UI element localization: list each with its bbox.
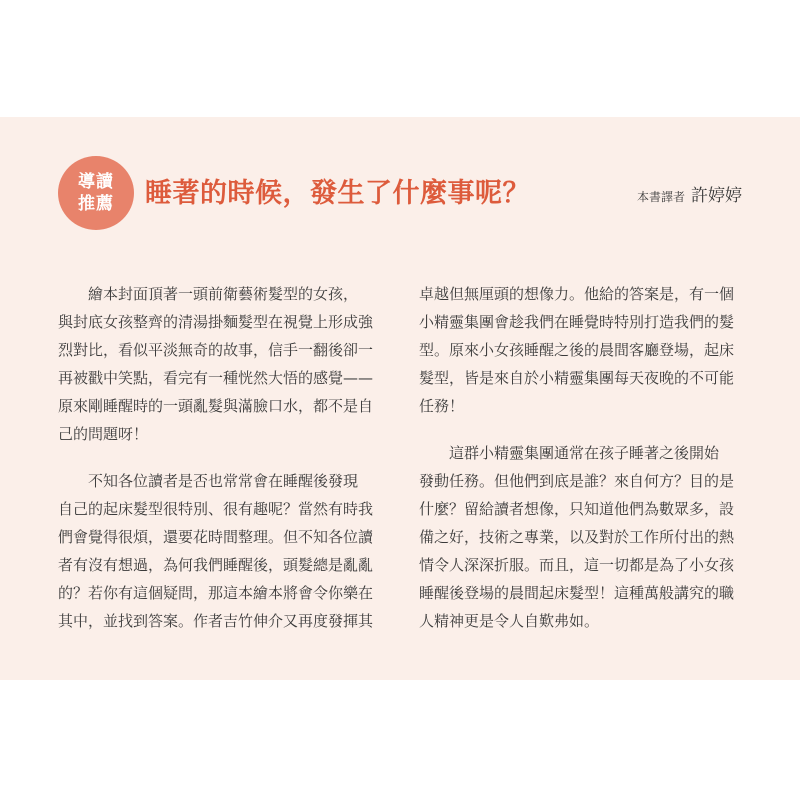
text-line: 小精靈集團會趁我們在睡覺時特別打造我們的髮 xyxy=(419,313,735,331)
paragraph-gap xyxy=(419,420,747,439)
right-paragraph-2 xyxy=(419,439,747,635)
text-line: 睡醒後登場的晨間起床髮型！這種萬般講究的職 xyxy=(419,584,735,602)
text-line: 與封底女孩整齊的清湯掛麵髮型在視覺上形成強 xyxy=(58,313,374,331)
article-title: 睡著的時候，發生了什麼事呢？ xyxy=(145,178,530,209)
text-line: 發動任務。但他們到底是誰？來自何方？目的是 xyxy=(419,472,735,490)
text-line: 自己的起床髮型很特別、很有趣呢？當然有時我 xyxy=(58,500,374,518)
intro-badge xyxy=(58,156,134,230)
badge-line-2: 推薦 xyxy=(78,194,114,214)
translator-credit xyxy=(637,181,742,206)
text-line: 什麼？留給讀者想像，只知道他們為數眾多，設 xyxy=(419,500,735,518)
text-line: 烈對比，看似平淡無奇的故事，信手一翻後卻一 xyxy=(58,341,374,359)
right-column xyxy=(419,280,747,635)
article-panel xyxy=(0,117,800,680)
text-line: 卓越但無厘頭的想像力。他給的答案是，有一個 xyxy=(419,285,735,303)
text-line: 任務！ xyxy=(419,397,465,415)
text-line: 們會覺得很煩，還要花時間整理。但不知各位讀 xyxy=(58,528,374,546)
left-column xyxy=(58,280,386,635)
text-line: 型。原來小女孩睡醒之後的晨間客廳登場，起床 xyxy=(419,341,735,359)
text-line: 的？若你有這個疑問，那這本繪本將會令你樂在 xyxy=(58,584,374,602)
translator-name: 許婷婷 xyxy=(691,186,742,206)
text-line: 不知各位讀者是否也常常會在睡醒後發現 xyxy=(88,472,359,490)
text-line: 情令人深深折服。而且，這一切都是為了小女孩 xyxy=(419,556,735,574)
text-line: 人精神更是令人自歎弗如。 xyxy=(419,612,600,630)
text-line: 原來剛睡醒時的一頭亂髮與滿臉口水，都不是自 xyxy=(58,397,374,415)
text-line: 其中，並找到答案。作者吉竹伸介又再度發揮其 xyxy=(58,612,374,630)
text-line: 髮型，皆是來自於小精靈集團每天夜晚的不可能 xyxy=(419,369,735,387)
right-paragraph-1 xyxy=(419,280,747,420)
left-paragraph-1 xyxy=(58,280,386,448)
text-line: 再被戳中笑點，看完有一種恍然大悟的感覺—— xyxy=(58,369,374,387)
badge-line-1: 導讀 xyxy=(78,172,114,192)
text-line: 備之好，技術之專業，以及對於工作所付出的熱 xyxy=(419,528,735,546)
text-line: 這群小精靈集團通常在孩子睡著之後開始 xyxy=(449,444,720,462)
translator-role: 本書譯者 xyxy=(636,190,685,204)
text-line: 己的問題呀！ xyxy=(58,425,149,443)
left-paragraph-2 xyxy=(58,467,386,635)
text-line: 繪本封面頂著一頭前衛藝術髮型的女孩， xyxy=(88,285,359,303)
text-line: 者有沒有想過，為何我們睡醒後，頭髮總是亂亂 xyxy=(58,556,374,574)
paragraph-gap xyxy=(58,448,386,467)
